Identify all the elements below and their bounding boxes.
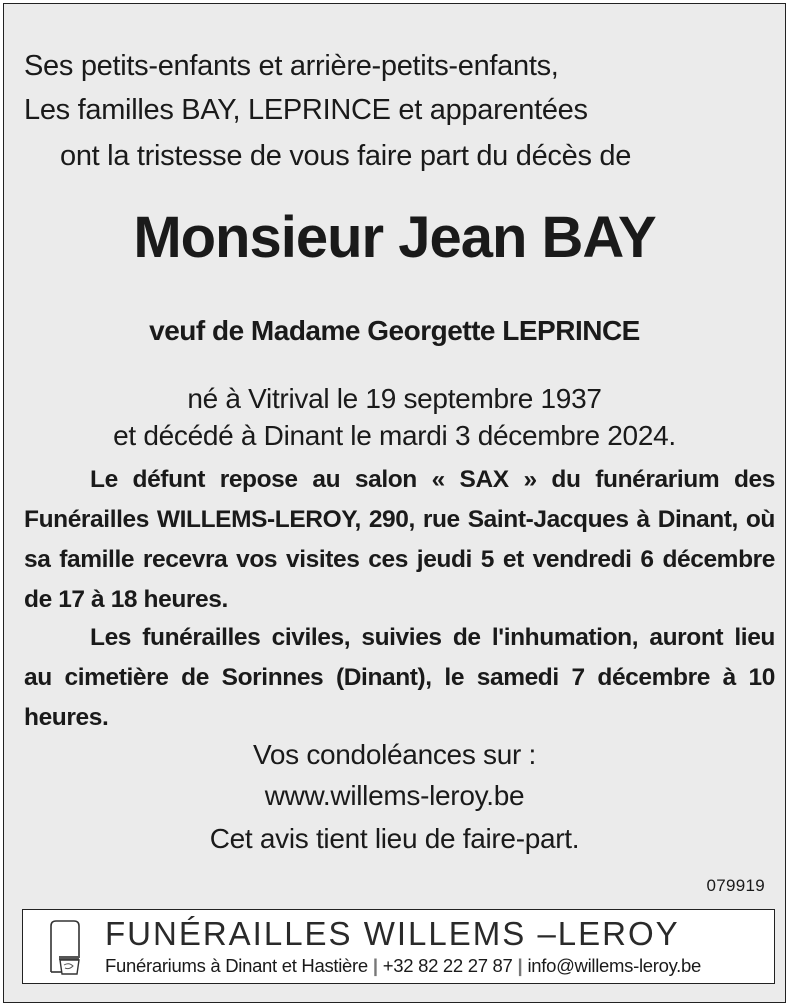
widow-of: veuf de Madame Georgette LEPRINCE — [149, 315, 640, 346]
birth-info: né à Vitrival le 19 septembre 1937 — [187, 383, 602, 414]
funeral-home-banner — [22, 909, 775, 984]
visitation-paragraph: Le défunt repose au salon « SAX » du funérarium des Funérailles WILLEMS-LEROY, 290, rue Saint-Jacques à Dinant, où sa famille recevra vos visites ces jeudi 5 et vendredi 6 décembre de 17 à 18 heures. — [24, 466, 775, 613]
reference-number: 079919 — [706, 876, 765, 895]
brand-name: FUNÉRAILLES WILLEMS –LEROY — [105, 915, 680, 952]
urn-logo-icon — [45, 918, 85, 976]
closing-note: Cet avis tient lieu de faire-part. — [209, 823, 580, 854]
condolences-label: Vos condoléances sur : — [253, 739, 536, 770]
death-info: et décédé à Dinant le mardi 3 décembre 2024. — [113, 420, 676, 451]
locations-text: Funérariums à Dinant et Hastière — [105, 955, 368, 976]
funeral-paragraph: Les funérailles civiles, suivies de l'inhumation, auront lieu au cimetière de Sorinnes (Dinant), le samedi 7 décembre à 10 heures. — [24, 624, 775, 731]
obituary-notice — [3, 3, 786, 1003]
deceased-name: Monsieur Jean BAY — [133, 205, 656, 270]
separator: | — [372, 955, 378, 976]
intro-line-1: Ses petits-enfants et arrière-petits-enfants, — [24, 50, 559, 82]
intro-line-2: Les familles BAY, LEPRINCE et apparentées — [24, 94, 588, 126]
contact-line — [105, 954, 701, 978]
condolences-url: www.willems-leroy.be — [264, 780, 525, 811]
phone-number: +32 82 22 27 87 — [382, 955, 513, 976]
intro-line-3: ont la tristesse de vous faire part du décès de — [60, 140, 632, 172]
separator: | — [517, 955, 523, 976]
email-address: info@willems-leroy.be — [527, 955, 701, 976]
